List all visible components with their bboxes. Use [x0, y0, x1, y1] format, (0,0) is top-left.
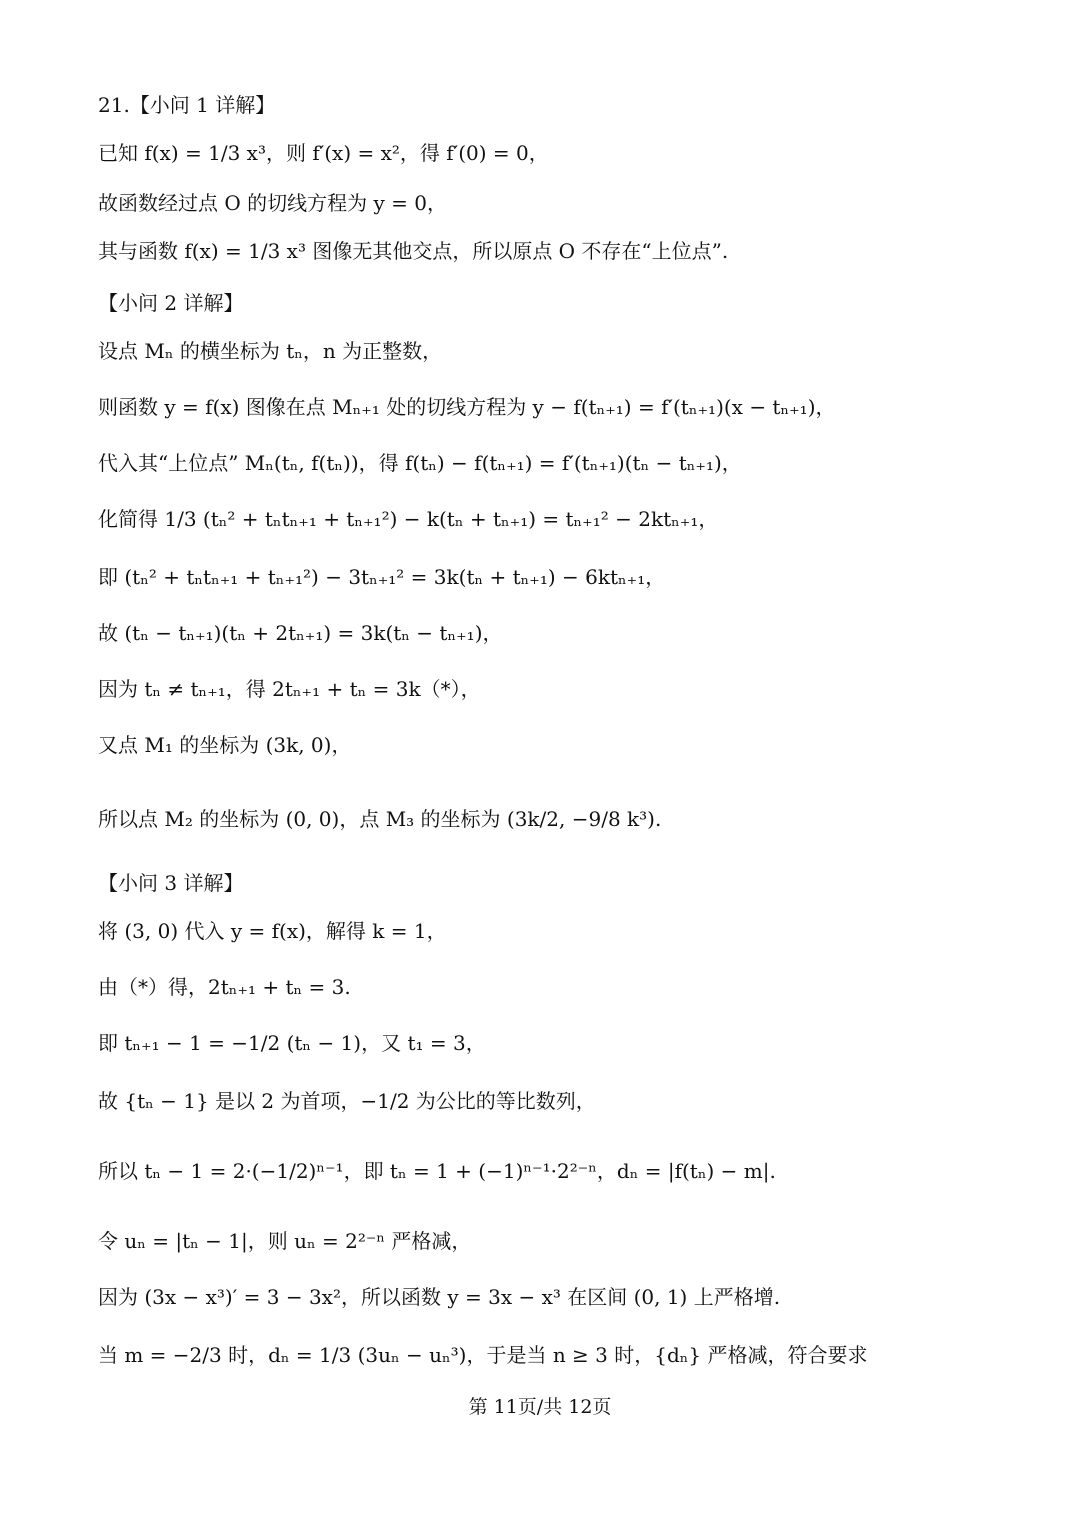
- part1-line: 故函数经过点 O 的切线方程为 y = 0，: [98, 191, 447, 215]
- problem-heading: 21.【小问 1 详解】: [98, 93, 276, 117]
- part2-line: 化简得 1/3 (tₙ² + tₙtₙ₊₁ + tₙ₊₁²) − k(tₙ + tₙ₊₁) = tₙ₊₁² − 2ktₙ₊₁，: [98, 507, 719, 531]
- page-footer: 第 11页/共 12页: [468, 1396, 612, 1418]
- part3-line: 由（*）得，2tₙ₊₁ + tₙ = 3.: [98, 975, 351, 999]
- part1-line: 其与函数 f(x) = 1/3 x³ 图像无其他交点，所以原点 O 不存在“上位点”.: [98, 239, 729, 263]
- part2-line: 故 (tₙ − tₙ₊₁)(tₙ + 2tₙ₊₁) = 3k(tₙ − tₙ₊₁)，: [98, 621, 503, 645]
- part2-line: 因为 tₙ ≠ tₙ₊₁，得 2tₙ₊₁ + tₙ = 3k（*），: [98, 677, 481, 701]
- part2-line: 代入其“上位点” Mₙ(tₙ, f(tₙ))，得 f(tₙ) − f(tₙ₊₁) = f′(tₙ₊₁)(tₙ − tₙ₊₁)，: [98, 451, 742, 475]
- part3-line: 当 m = −2/3 时，dₙ = 1/3 (3uₙ − uₙ³)，于是当 n ≥ 3 时，{dₙ} 严格减，符合要求: [98, 1343, 868, 1367]
- part3-line: 即 tₙ₊₁ − 1 = −1/2 (tₙ − 1)，又 t₁ = 3，: [98, 1031, 486, 1055]
- part3-line: 令 uₙ = |tₙ − 1|，则 uₙ = 2²⁻ⁿ 严格减，: [98, 1229, 472, 1253]
- part3-line: 所以 tₙ − 1 = 2·(−1/2)ⁿ⁻¹，即 tₙ = 1 + (−1)ⁿ⁻¹·2²⁻ⁿ，dₙ = |f(tₙ) − m|.: [98, 1159, 776, 1183]
- part3-line: 因为 (3x − x³)′ = 3 − 3x²，所以函数 y = 3x − x³ 在区间 (0, 1) 上严格增.: [98, 1285, 781, 1309]
- part2-heading: 【小问 2 详解】: [98, 291, 244, 315]
- part3-line: 故 {tₙ − 1} 是以 2 为首项，−1/2 为公比的等比数列，: [98, 1089, 596, 1113]
- part2-line: 所以点 M₂ 的坐标为 (0, 0)，点 M₃ 的坐标为 (3k/2, −9/8 k³).: [98, 807, 662, 831]
- part3-line: 将 (3, 0) 代入 y = f(x)，解得 k = 1，: [98, 919, 447, 943]
- part2-line: 则函数 y = f(x) 图像在点 Mₙ₊₁ 处的切线方程为 y − f(tₙ₊₁) = f′(tₙ₊₁)(x − tₙ₊₁)，: [98, 395, 836, 419]
- part2-line: 又点 M₁ 的坐标为 (3k, 0)，: [98, 733, 352, 757]
- part3-heading: 【小问 3 详解】: [98, 871, 244, 895]
- part2-line: 设点 Mₙ 的横坐标为 tₙ，n 为正整数，: [98, 339, 443, 363]
- part1-line: 已知 f(x) = 1/3 x³，则 f′(x) = x²，得 f′(0) = 0，: [98, 141, 549, 165]
- part2-line: 即 (tₙ² + tₙtₙ₊₁ + tₙ₊₁²) − 3tₙ₊₁² = 3k(tₙ + tₙ₊₁) − 6ktₙ₊₁，: [98, 565, 666, 589]
